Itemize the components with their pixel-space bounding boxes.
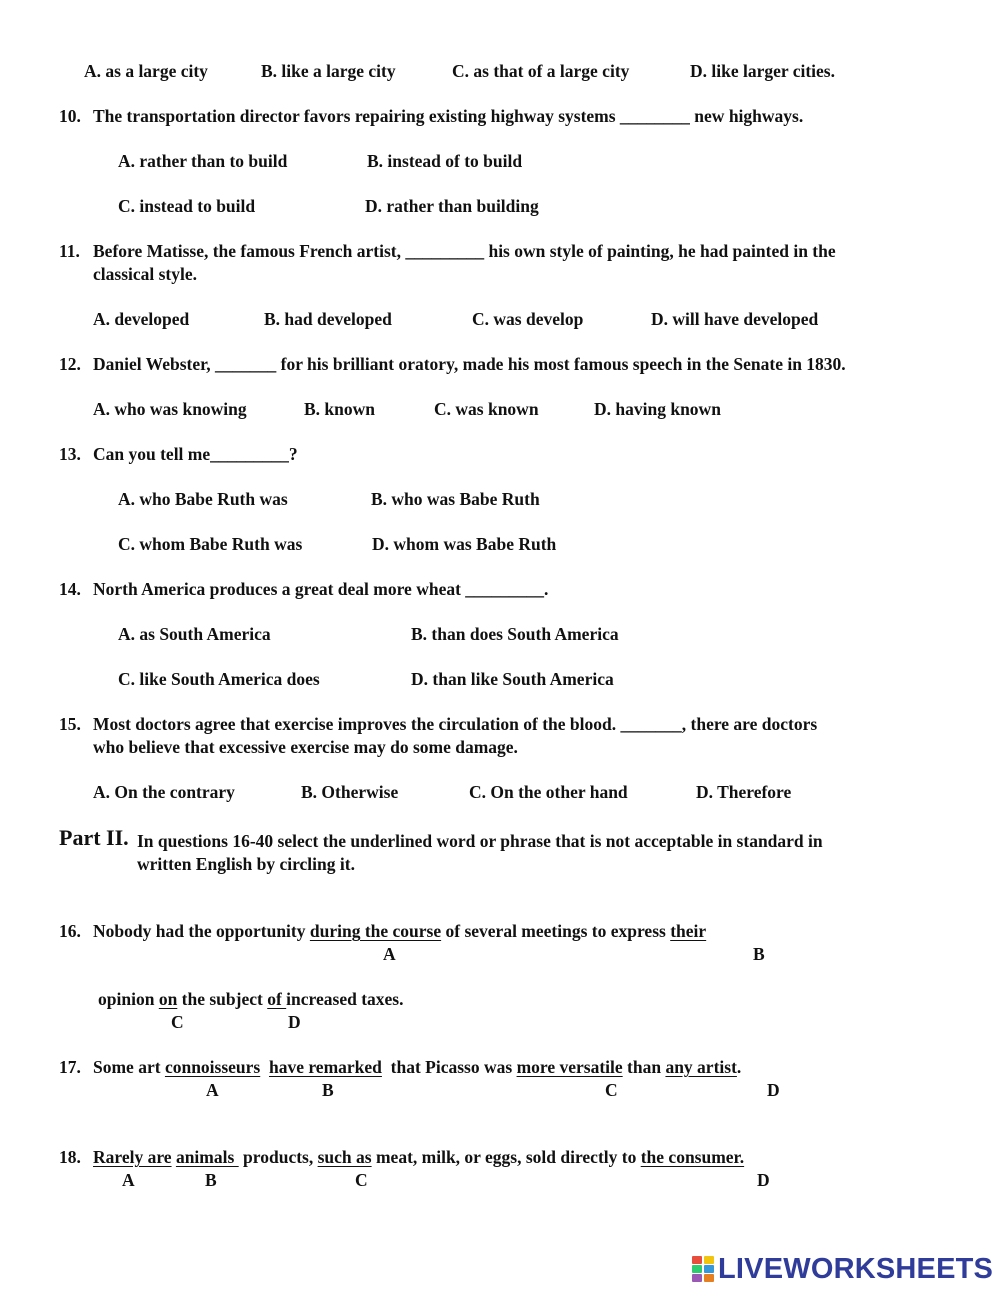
- q18-choice-d[interactable]: the consumer.: [640, 1147, 745, 1167]
- q16-choice-b[interactable]: their: [670, 921, 707, 941]
- q14-option-d[interactable]: D. than like South America: [411, 669, 614, 689]
- q10-option-a[interactable]: A. rather than to build: [118, 151, 288, 171]
- q12-option-d[interactable]: D. having known: [594, 399, 721, 419]
- liveworksheets-logo: [692, 1253, 993, 1285]
- q18-number: 18.: [59, 1147, 81, 1167]
- q17-letter-d: D: [767, 1080, 780, 1100]
- q9-option-a[interactable]: A. as a large city: [84, 61, 208, 81]
- q15-option-c[interactable]: C. On the other hand: [469, 782, 628, 802]
- q12-option-a[interactable]: A. who was knowing: [93, 399, 247, 419]
- q17-letter-a: A: [206, 1080, 219, 1100]
- q17-text: .: [736, 1057, 742, 1077]
- q17-text: [260, 1057, 269, 1077]
- q18-letter-a: A: [122, 1170, 135, 1190]
- logo-square: [692, 1265, 702, 1273]
- part2-instruction-line1: In questions 16-40 select the underlined word or phrase that is not acceptable in standard in: [137, 831, 823, 851]
- q13-number: 13.: [59, 444, 81, 464]
- q11-stem-line1: Before Matisse, the famous French artist, _________ his own style of painting, he had painted in the: [93, 241, 836, 261]
- q11-option-c[interactable]: C. was develop: [472, 309, 584, 329]
- q18-text: meat, milk, or eggs, sold directly to: [371, 1147, 641, 1167]
- q15-option-a[interactable]: A. On the contrary: [93, 782, 235, 802]
- q16-text: the subject: [177, 989, 268, 1009]
- q17-choice-d[interactable]: any artist: [665, 1057, 737, 1077]
- q10-stem: The transportation director favors repairing existing highway systems ________ new highways.: [93, 106, 804, 126]
- q14-option-b[interactable]: B. than does South America: [411, 624, 619, 644]
- q11-option-d[interactable]: D. will have developed: [651, 309, 819, 329]
- q16-choice-a[interactable]: during the course: [309, 921, 442, 941]
- q12-stem: Daniel Webster, _______ for his brilliant oratory, made his most famous speech in the Senate in 1830.: [93, 354, 846, 374]
- q16-line1: [93, 920, 706, 942]
- q11-number: 11.: [59, 241, 80, 261]
- q17-text: than: [622, 1057, 666, 1077]
- q18-sentence: [93, 1146, 744, 1168]
- q13-stem: Can you tell me_________?: [93, 444, 298, 464]
- q16-letter-c: C: [171, 1012, 184, 1032]
- q13-option-d[interactable]: D. whom was Babe Ruth: [372, 534, 557, 554]
- q13-option-c[interactable]: C. whom Babe Ruth was: [118, 534, 303, 554]
- q16-text: Nobody had the opportunity: [93, 921, 310, 941]
- q18-choice-c[interactable]: such as: [317, 1147, 372, 1167]
- q12-number: 12.: [59, 354, 81, 374]
- q16-line2: [98, 988, 403, 1010]
- q16-choice-c[interactable]: on: [158, 989, 178, 1009]
- part2-title: Part II.: [59, 825, 129, 850]
- liveworksheets-logo-text: LIVEWORKSHEETS: [718, 1252, 994, 1285]
- q15-stem-line1: Most doctors agree that exercise improves the circulation of the blood. _______, there are doctors: [93, 714, 818, 734]
- q18-letter-b: B: [205, 1170, 217, 1190]
- q10-option-c[interactable]: C. instead to build: [118, 196, 256, 216]
- logo-square: [704, 1274, 714, 1282]
- q17-choice-a[interactable]: connoisseurs: [164, 1057, 261, 1077]
- q16-letter-d: D: [288, 1012, 301, 1032]
- q16-letter-b: B: [753, 944, 765, 964]
- q10-option-d[interactable]: D. rather than building: [365, 196, 539, 216]
- q15-number: 15.: [59, 714, 81, 734]
- q14-number: 14.: [59, 579, 81, 599]
- q16-text: increased taxes.: [286, 989, 404, 1009]
- logo-square: [692, 1256, 702, 1264]
- q11-option-a[interactable]: A. developed: [93, 309, 190, 329]
- q16-choice-d[interactable]: of: [267, 989, 287, 1009]
- q18-choice-b[interactable]: animals: [175, 1147, 239, 1167]
- q17-letter-b: B: [322, 1080, 334, 1100]
- q16-text: opinion: [98, 989, 159, 1009]
- q13-option-a[interactable]: A. who Babe Ruth was: [118, 489, 288, 509]
- q14-stem: North America produces a great deal more wheat _________.: [93, 579, 549, 599]
- q9-option-d[interactable]: D. like larger cities.: [690, 61, 835, 81]
- q15-option-b[interactable]: B. Otherwise: [301, 782, 399, 802]
- q11-stem-line2: classical style.: [93, 264, 198, 284]
- q11-option-b[interactable]: B. had developed: [264, 309, 392, 329]
- q17-text: that Picasso was: [381, 1057, 517, 1077]
- q12-option-b[interactable]: B. known: [304, 399, 376, 419]
- q16-text: of several meetings to express: [441, 921, 671, 941]
- q16-letter-a: A: [383, 944, 396, 964]
- q17-text: Some art: [93, 1057, 165, 1077]
- q17-choice-b[interactable]: have remarked: [268, 1057, 382, 1077]
- q12-option-c[interactable]: C. was known: [434, 399, 539, 419]
- q18-letter-c: C: [355, 1170, 368, 1190]
- logo-square: [704, 1256, 714, 1264]
- q17-letter-c: C: [605, 1080, 618, 1100]
- q18-text: products,: [238, 1147, 318, 1167]
- q15-option-d[interactable]: D. Therefore: [696, 782, 792, 802]
- q18-choice-a[interactable]: Rarely are: [93, 1147, 172, 1167]
- q16-number: 16.: [59, 921, 81, 941]
- q17-number: 17.: [59, 1057, 81, 1077]
- q10-option-b[interactable]: B. instead of to build: [367, 151, 523, 171]
- q17-choice-c[interactable]: more versatile: [516, 1057, 623, 1077]
- q17-sentence: [93, 1056, 741, 1078]
- q15-stem-line2: who believe that excessive exercise may do some damage.: [93, 737, 518, 757]
- q9-option-b[interactable]: B. like a large city: [261, 61, 396, 81]
- q13-option-b[interactable]: B. who was Babe Ruth: [371, 489, 540, 509]
- liveworksheets-logo-icon: [692, 1256, 714, 1282]
- logo-square: [692, 1274, 702, 1282]
- q18-letter-d: D: [757, 1170, 770, 1190]
- q9-option-c[interactable]: C. as that of a large city: [452, 61, 630, 81]
- q10-number: 10.: [59, 106, 81, 126]
- part2-instruction-line2: written English by circling it.: [137, 854, 355, 874]
- logo-square: [704, 1265, 714, 1273]
- q14-option-a[interactable]: A. as South America: [118, 624, 271, 644]
- q14-option-c[interactable]: C. like South America does: [118, 669, 320, 689]
